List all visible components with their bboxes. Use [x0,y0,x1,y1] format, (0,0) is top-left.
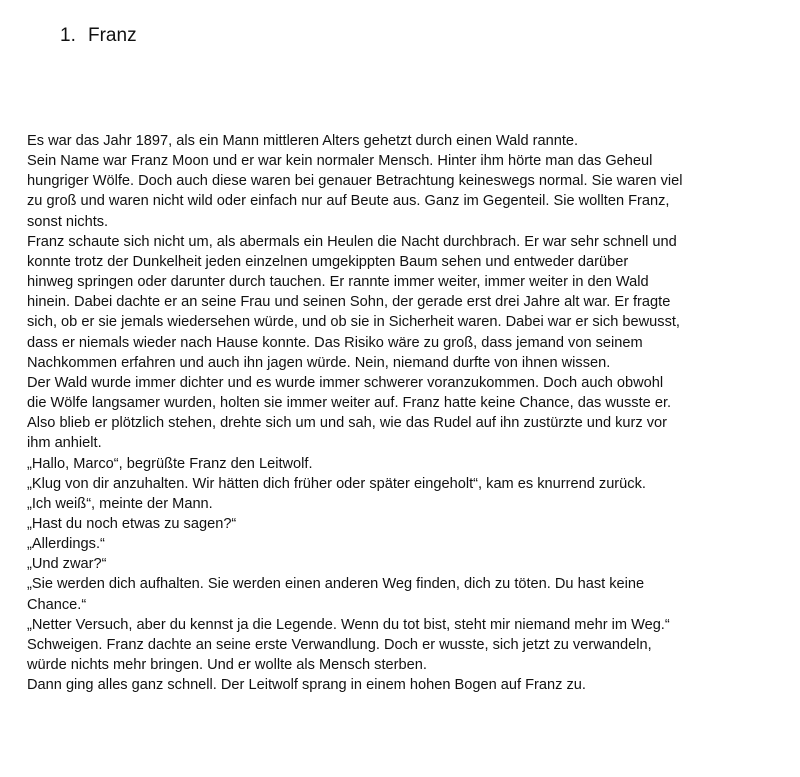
text-line: „Ich weiß“, meinte der Mann. [27,495,213,512]
text-line: ihm anhielt. [27,435,102,452]
text-line: „Hast du noch etwas zu sagen?“ [27,515,237,532]
text-line: Sein Name war Franz Moon und er war kein normaler Mensch. Hinter ihm hörte man das Geheul [27,153,653,170]
text-line: hinweg springen oder darunter durch tauchen. Er rannte immer weiter, immer weiter in den Wald [27,274,649,291]
text-line: dass er niemals wieder nach Hause konnte. Das Risiko wäre zu groß, dass jemand von seinem [27,334,643,351]
text-line: „Netter Versuch, aber du kennst ja die Legende. Wenn du tot bist, steht mir niemand mehr im Weg.“ [27,616,670,633]
text-line: hinein. Dabei dachte er an seine Frau und seinen Sohn, der gerade erst drei Jahre alt war. Er fragte [27,294,671,311]
text-line: Schweigen. Franz dachte an seine erste Verwandlung. Doch er wusste, sich jetzt zu verwandeln, [27,636,652,653]
text-line: Nachkommen erfahren und auch ihn jagen würde. Nein, niemand durfte von ihnen wissen. [27,354,611,371]
story-text [27,131,787,695]
text-line: „Und zwar?“ [27,556,107,573]
text-line: Es war das Jahr 1897, als ein Mann mittleren Alters gehetzt durch einen Wald rannte. [27,133,579,149]
text-line: „Hallo, Marco“, begrüßte Franz den Leitwolf. [27,455,313,472]
text-line: würde nichts mehr bringen. Und er wollte als Mensch sterben. [27,657,427,674]
text-line: zu groß und waren nicht wild oder einfach nur auf Beute aus. Ganz im Gegenteil. Sie wollten Franz, [27,193,670,210]
chapter-heading [60,24,137,48]
text-line: Franz schaute sich nicht um, als abermals ein Heulen die Nacht durchbrach. Er war sehr schnell und [27,233,677,250]
text-line: „Sie werden dich aufhalten. Sie werden einen anderen Weg finden, dich zu töten. Du hast keine [27,576,645,593]
text-line: sonst nichts. [27,213,109,230]
text-line: „Allerdings.“ [27,536,105,553]
text-line: sich, ob er sie jemals wiedersehen würde, und ob sie in Sicherheit waren. Dabei war er sich bewusst, [27,314,680,331]
text-line: konnte trotz der Dunkelheit jeden einzelnen umgekippten Baum sehen und entweder darüber [27,253,629,270]
text-line: „Klug von dir anzuhalten. Wir hätten dich früher oder später eingeholt“, kam es knurrend zurück. [27,475,646,492]
text-line: Also blieb er plötzlich stehen, drehte sich um und sah, wie das Rudel auf ihn zustürzte und kurz vor [27,415,668,432]
chapter-title: Franz [88,25,137,46]
text-line: Der Wald wurde immer dichter und es wurde immer schwerer voranzukommen. Doch auch obwohl [27,374,664,391]
text-line: hungriger Wölfe. Doch auch diese waren bei genauer Betrachtung keineswegs normal. Sie waren viel [27,173,683,190]
text-line: die Wölfe langsamer wurden, holten sie immer weiter auf. Franz hatte keine Chance, das wusste er. [27,395,672,412]
text-line: Dann ging alles ganz schnell. Der Leitwolf sprang in einem hohen Bogen auf Franz zu. [27,677,586,694]
chapter-number: 1. [60,25,76,46]
text-line: Chance.“ [27,596,87,613]
